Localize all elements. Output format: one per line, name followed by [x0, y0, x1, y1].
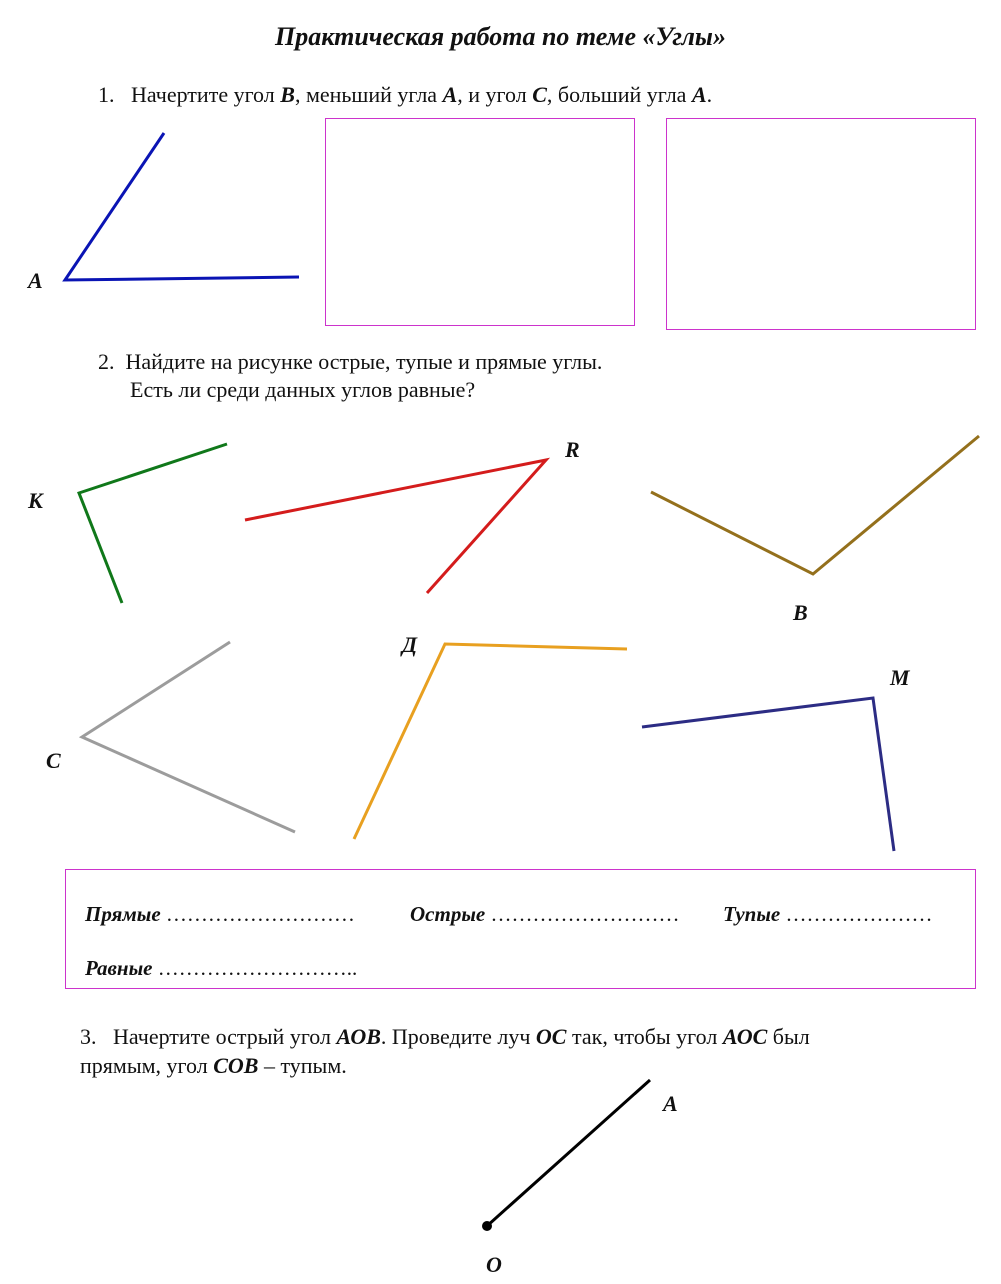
task-3-part: так, чтобы угол — [566, 1024, 723, 1049]
ray-oa — [487, 1080, 650, 1226]
task-1-angle-name: B — [280, 82, 295, 107]
angle-r — [245, 460, 546, 593]
task-1-part: , и угол — [457, 82, 533, 107]
page-title: Практическая работа по теме «Углы» — [275, 22, 726, 51]
angle-c — [82, 642, 295, 832]
task-3-part: – тупым. — [258, 1053, 347, 1078]
point-a-label: А — [663, 1091, 678, 1116]
acute-angles-label: Острые — [410, 902, 486, 926]
acute-angles-blank[interactable]: ……………………… — [490, 902, 680, 926]
task-1-part: Начертите угол — [131, 82, 281, 107]
task-3-angle-name: АОВ — [336, 1024, 381, 1049]
obtuse-angles-label: Тупые — [723, 902, 781, 926]
task-3-part: прямым, угол — [80, 1053, 214, 1078]
angle-r-label: R — [565, 437, 580, 462]
task-2-question: Найдите на рисунке острые, тупые и прямые углы. — [125, 349, 603, 374]
task-1-part: . — [706, 82, 713, 107]
point-o-label: О — [486, 1252, 502, 1277]
task-3-ray-name: ОС — [535, 1024, 567, 1049]
angle-d — [354, 644, 627, 839]
task-3-angle-name: СОВ — [213, 1053, 259, 1078]
angle-a — [65, 133, 299, 280]
point-o — [482, 1221, 492, 1231]
equal-angles-blank[interactable]: ……………………….. — [157, 956, 358, 980]
equal-angles-label: Равные — [85, 956, 153, 980]
task-3-part: Начертите острый угол — [113, 1024, 337, 1049]
angle-b-label: В — [793, 600, 808, 625]
angle-b — [651, 436, 979, 574]
task-1-number: 1. — [98, 82, 115, 107]
angle-k-label: К — [28, 488, 43, 513]
task-1-angle-name: C — [532, 82, 547, 107]
task-1-part: , больший угла — [546, 82, 692, 107]
angle-k — [79, 444, 227, 603]
task-3-part: . Проведите луч — [380, 1024, 536, 1049]
task-2-line-2: Есть ли среди данных углов равные? — [130, 377, 476, 402]
angle-c-label: С — [46, 748, 61, 773]
task-1-angle-name: A — [691, 82, 707, 107]
angle-d-label: Д — [402, 632, 418, 657]
task-3-part: был — [767, 1024, 810, 1049]
task-2-number: 2. — [98, 349, 115, 374]
task-3-angle-name: АОС — [722, 1024, 768, 1049]
task-3-number: 3. — [80, 1024, 97, 1049]
angle-m-label: М — [890, 665, 910, 690]
task-1-part: , меньший угла — [294, 82, 443, 107]
obtuse-angles-blank[interactable]: ………………… — [785, 902, 933, 926]
right-angles-blank[interactable]: ……………………… — [165, 902, 355, 926]
angle-a-label: A — [28, 268, 43, 293]
angle-m — [642, 698, 894, 851]
right-angles-label: Прямые — [85, 902, 161, 926]
task-1-angle-name: A — [442, 82, 458, 107]
